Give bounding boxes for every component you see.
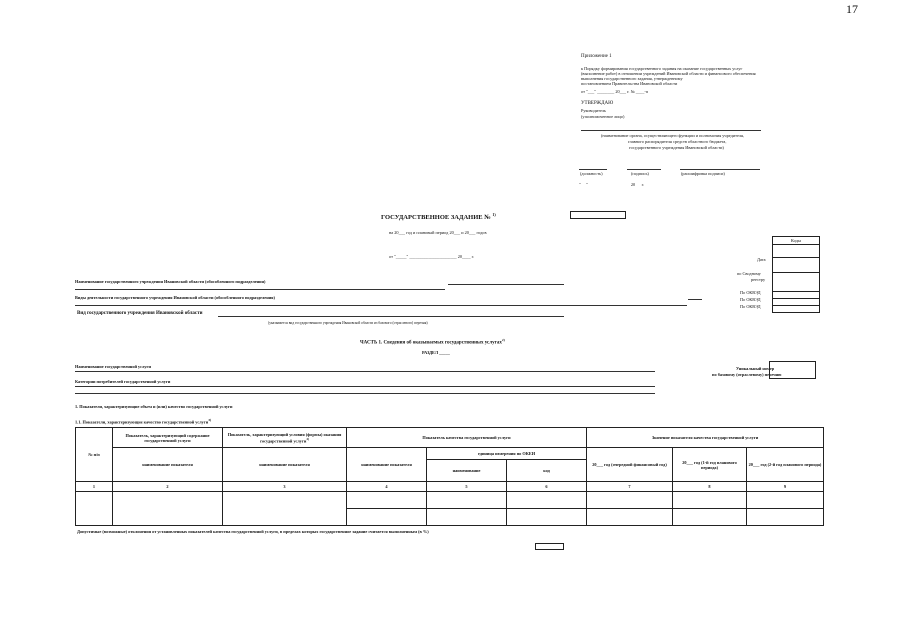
table-cell[interactable] bbox=[673, 509, 747, 526]
approval-date: " " 20 г. bbox=[579, 182, 644, 187]
approval-head-sub: (уполномоченное лицо) bbox=[581, 114, 625, 119]
table-cell[interactable] bbox=[747, 492, 824, 509]
codes-okved-label: По ОКВЭД bbox=[740, 297, 761, 302]
codes-okved-label: По ОКВЭД bbox=[740, 304, 761, 309]
appendix-title: Приложение 1 bbox=[581, 54, 612, 59]
quality-table bbox=[75, 427, 824, 526]
indicator-item11-text: 1.1. Показатели, характеризующие качество государственной услуги bbox=[75, 419, 209, 425]
allowed-deviation-box[interactable] bbox=[535, 543, 564, 550]
codes-header: Коды bbox=[773, 237, 820, 245]
code-cell-okved[interactable] bbox=[773, 292, 820, 299]
table-cell[interactable] bbox=[507, 492, 587, 509]
document-title-note: 1) bbox=[492, 212, 496, 217]
th-content: Показатель, характеризующий содержание государственной услуги bbox=[113, 428, 223, 448]
document-title bbox=[381, 212, 496, 221]
indicator-item1: 1. Показатели, характеризующие объем и (или) качество государственной услуги bbox=[75, 404, 233, 409]
col-number: 7 bbox=[587, 482, 673, 492]
table-cell[interactable] bbox=[347, 509, 427, 526]
appendix-line: от "___" ________ 20___ г. № ____-п bbox=[581, 89, 649, 94]
part1-title bbox=[360, 337, 505, 347]
th-conditions bbox=[223, 428, 347, 448]
sig-signature: (подпись) bbox=[631, 171, 649, 176]
service-name-label: Наименование государственной услуги bbox=[75, 364, 151, 369]
th-year-0: 20___ год (очередной финансовый год) bbox=[587, 448, 673, 482]
col-number: 3 bbox=[223, 482, 347, 492]
unique-number-box[interactable] bbox=[769, 361, 816, 379]
code-cell-registry[interactable] bbox=[773, 273, 820, 292]
unique-number-label: Уникальный номер bbox=[736, 366, 775, 371]
table-cell[interactable] bbox=[113, 492, 223, 526]
institution-name-line bbox=[75, 289, 445, 290]
institution-type-label: Вид государственного учреждения Ивановской области bbox=[77, 311, 203, 316]
approval-org-caption: (наименование органа, осуществляющего функции и полномочия учредителя, bbox=[601, 133, 745, 138]
table-cell[interactable] bbox=[427, 509, 507, 526]
table-cell[interactable] bbox=[747, 509, 824, 526]
appendix-line: выполнения государственного задания, утвержденному bbox=[581, 76, 683, 81]
sig-decode: (расшифровка подписи) bbox=[681, 171, 725, 176]
part1-title-text: ЧАСТЬ 1. Сведения об оказываемых государственных услугах bbox=[360, 340, 502, 346]
consumers-label: Категории потребителей государственной услуги bbox=[75, 379, 171, 384]
table-cell[interactable] bbox=[76, 492, 113, 526]
col-number: 4 bbox=[347, 482, 427, 492]
table-cell[interactable] bbox=[223, 492, 347, 526]
th-conditions-text: Показатель, характеризующий условия (формы) оказания государственной услуги bbox=[227, 431, 342, 444]
activity-types-line bbox=[75, 305, 687, 306]
consumers-line bbox=[75, 386, 655, 387]
table-cell[interactable] bbox=[587, 492, 673, 509]
codes-date-label: Дата bbox=[757, 257, 766, 262]
institution-name-label: Наименование государственного учреждения Ивановской области (обособленного подразделения) bbox=[75, 279, 266, 284]
unique-number-label: по базовому (отраслевому) перечню bbox=[712, 372, 782, 377]
codes-registry-label: по Сводному bbox=[737, 271, 761, 276]
indicator-item11 bbox=[75, 418, 211, 424]
col-number: 1 bbox=[76, 482, 113, 492]
sig-line bbox=[680, 169, 760, 170]
appendix-line: постановлением Правительства Ивановской области bbox=[581, 81, 678, 86]
appendix-line: (выполнение работ) в отношении учреждений Ивановской области и финансового обеспечения bbox=[581, 71, 756, 76]
document-title-text: ГОСУДАРСТВЕННОЕ ЗАДАНИЕ № bbox=[381, 214, 493, 222]
col-number: 6 bbox=[507, 482, 587, 492]
activity-types-line bbox=[688, 299, 702, 300]
th-unit-name: наименование bbox=[427, 460, 507, 482]
col-number: 8 bbox=[673, 482, 747, 492]
th-unit: единица измерения по ОКЕИ bbox=[427, 448, 587, 460]
th-quality: Показатель качества государственной услуги bbox=[347, 428, 587, 448]
codes-okved-label: По ОКВЭД bbox=[740, 290, 761, 295]
approval-org-caption: государственного учреждения Ивановской области) bbox=[629, 145, 724, 150]
institution-name-line bbox=[448, 284, 564, 285]
th-conditions-note: 4) bbox=[306, 436, 309, 441]
th-name: наименование показателя bbox=[347, 448, 427, 482]
sig-position: (должность) bbox=[580, 171, 603, 176]
table-cell[interactable] bbox=[427, 492, 507, 509]
code-cell-form[interactable] bbox=[773, 245, 820, 258]
approval-title: УТВЕРЖДАЮ bbox=[581, 101, 614, 106]
consumers-line bbox=[75, 393, 655, 394]
th-num: № п/п bbox=[76, 428, 113, 482]
indicator-item11-note: 3) bbox=[208, 418, 212, 422]
page-number: 17 bbox=[846, 2, 858, 16]
col-number: 2 bbox=[113, 482, 223, 492]
part1-title-note: 2) bbox=[501, 338, 505, 342]
title-number-box[interactable] bbox=[570, 211, 626, 219]
codes-registry-label: реестру bbox=[751, 277, 766, 282]
sig-line bbox=[627, 169, 661, 170]
institution-type-caption: (указывается вид государственного учреждения Ивановской области из базового (отраслевого) перечня) bbox=[268, 321, 428, 325]
th-year-1: 20___ год (1-й год планового периода) bbox=[673, 448, 747, 482]
table-cell[interactable] bbox=[587, 509, 673, 526]
service-name-line bbox=[75, 371, 655, 372]
activity-types-label: Виды деятельности государственного учреждения Ивановской области (обособленного подразделения) bbox=[75, 295, 275, 300]
approval-org-caption: главного распорядителя средств областного бюджета, bbox=[628, 139, 727, 144]
th-values: Значение показателя качества государственной услуги bbox=[587, 428, 824, 448]
sig-line bbox=[579, 169, 607, 170]
th-unit-code: код bbox=[507, 460, 587, 482]
appendix-line: к Порядку формирования государственного задания на оказание государственных услуг bbox=[581, 66, 743, 71]
institution-type-line bbox=[218, 316, 564, 317]
codes-table bbox=[772, 236, 820, 313]
th-name: наименование показателя bbox=[223, 448, 347, 482]
table-cell[interactable] bbox=[673, 492, 747, 509]
col-number: 9 bbox=[747, 482, 824, 492]
th-year-2: 20___ год (2-й год планового периода) bbox=[747, 448, 824, 482]
code-cell-date[interactable] bbox=[773, 258, 820, 273]
approval-head: Руководитель bbox=[581, 108, 606, 113]
approval-org-line bbox=[581, 130, 761, 131]
period: на 20___ год и плановый период 20___ и 20___ годов bbox=[389, 230, 487, 235]
th-name: наименование показателя bbox=[113, 448, 223, 482]
table-cell[interactable] bbox=[507, 509, 587, 526]
part1-section: РАЗДЕЛ _____ bbox=[422, 350, 450, 355]
date-from: от "_____" ______________________ 20____ г. bbox=[389, 254, 475, 259]
code-cell-okved[interactable] bbox=[773, 299, 820, 306]
code-cell-okved[interactable] bbox=[773, 306, 820, 313]
allowed-deviation: Допустимые (возможные) отклонения от установленных показателей качества государственной услуги, в пределах которых государственное задание считается выполненным (в %) bbox=[77, 529, 429, 534]
table-cell[interactable] bbox=[347, 492, 427, 509]
col-number: 5 bbox=[427, 482, 507, 492]
